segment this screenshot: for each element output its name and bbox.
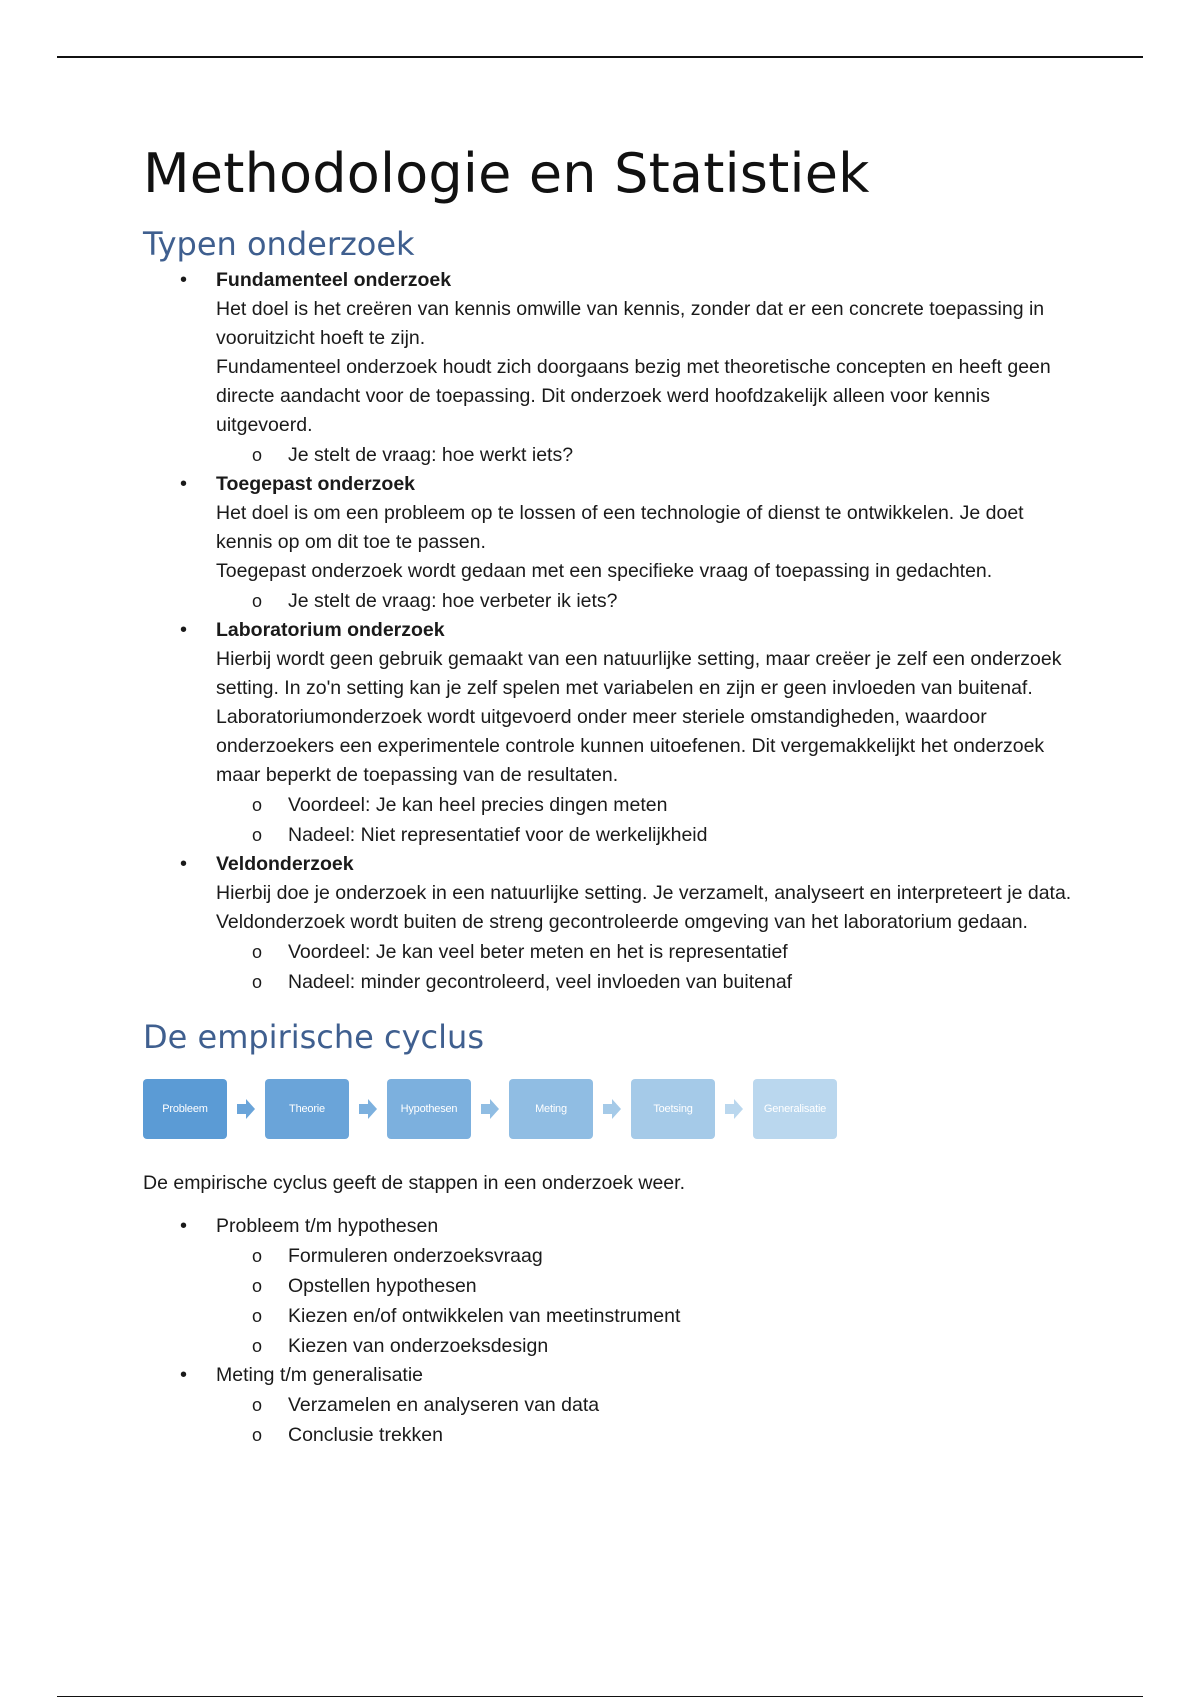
- research-type-sublist: [216, 586, 1073, 616]
- cycle-arrow-shape: [359, 1099, 377, 1119]
- sub-item-text: Je stelt de vraag: hoe verbeter ik iets?: [288, 590, 618, 612]
- research-type-sublist: [216, 937, 1073, 997]
- cycle-arrow-shape: [481, 1099, 499, 1119]
- cycle-arrow-icon: [359, 1099, 377, 1119]
- research-type-item: [143, 850, 1073, 997]
- cycle-step-box: Generalisatie: [753, 1079, 837, 1139]
- research-type-paragraph: Toegepast onderzoek wordt gedaan met een specifieke vraag of toepassing in gedachten.: [216, 560, 993, 582]
- research-type-paragraph: Hierbij wordt geen gebruik gemaakt van een natuurlijke setting, maar creëer je zelf een onderzoek setting. In zo'n setting kan je zelf spelen met variabelen en zijn er geen invloeden van buitenaf.: [216, 648, 1062, 699]
- cycle-arrow-shape: [237, 1099, 255, 1119]
- research-type-paragraph: Het doel is om een probleem op te lossen of een technologie of dienst te ontwikkelen. Je doet kennis op om dit toe te passen.: [216, 502, 1024, 553]
- sub-item-text: Je stelt de vraag: hoe werkt iets?: [288, 444, 574, 466]
- sub-bullet-icon: o: [252, 1336, 263, 1356]
- cycle-step-box: Toetsing: [631, 1079, 715, 1139]
- section-heading-typen-onderzoek: Typen onderzoek: [143, 225, 415, 263]
- research-type-term: Fundamenteel onderzoek: [216, 269, 452, 291]
- sub-bullet-icon: o: [252, 1425, 263, 1445]
- sub-list-item: [216, 440, 1073, 470]
- research-type-sublist: [216, 790, 1073, 850]
- sub-list-item: [216, 1390, 1073, 1420]
- sub-bullet-icon: o: [252, 1246, 263, 1266]
- cycle-arrow-icon: [725, 1099, 743, 1119]
- cycle-step-box: Probleem: [143, 1079, 227, 1139]
- research-type-paragraph: Laboratoriumonderzoek wordt uitgevoerd onder meer steriele omstandigheden, waardoor onderzoekers een experimentele controle kunnen uitoefenen. Dit vergemakkelijkt het onderzoek maar beperkt de toepassing van de resultaten.: [216, 706, 1045, 786]
- sub-bullet-icon: o: [252, 972, 263, 992]
- bullet-icon: •: [180, 473, 188, 495]
- types-list: [143, 266, 1073, 997]
- sub-list-item: [216, 967, 1073, 997]
- sub-item-text: Kiezen en/of ontwikkelen van meetinstrument: [288, 1305, 681, 1327]
- sub-list-item: [216, 1420, 1073, 1450]
- empirical-cycle-diagram: [143, 1079, 1073, 1143]
- document-body: [143, 138, 1073, 1450]
- document-title: Methodologie en Statistiek: [143, 142, 870, 205]
- research-type-paragraph: Het doel is het creëren van kennis omwille van kennis, zonder dat er een concrete toepassing in vooruitzicht hoeft te zijn.: [216, 298, 1045, 349]
- sub-list-item: [216, 586, 1073, 616]
- sub-list-item: [216, 790, 1073, 820]
- cycle-group-label: Probleem t/m hypothesen: [216, 1215, 439, 1237]
- cycle-arrow-icon: [603, 1099, 621, 1119]
- sub-list-item: [216, 1241, 1073, 1271]
- sub-bullet-icon: o: [252, 1276, 263, 1296]
- bullet-icon: •: [180, 269, 188, 291]
- bottom-rule: [57, 1696, 1143, 1697]
- sub-bullet-icon: o: [252, 1395, 263, 1415]
- sub-bullet-icon: o: [252, 1306, 263, 1326]
- cycle-steps-list: [143, 1212, 1073, 1450]
- sub-item-text: Nadeel: Niet representatief voor de werkelijkheid: [288, 824, 708, 846]
- sub-item-text: Nadeel: minder gecontroleerd, veel invloeden van buitenaf: [288, 971, 793, 993]
- sub-list-item: [216, 1301, 1073, 1331]
- cycle-intro-text: De empirische cyclus geeft de stappen in een onderzoek weer.: [143, 1172, 685, 1194]
- cycle-group-sublist: [216, 1241, 1073, 1361]
- top-rule: [57, 56, 1143, 58]
- research-type-term: Toegepast onderzoek: [216, 473, 416, 495]
- sub-bullet-icon: o: [252, 825, 263, 845]
- sub-item-text: Verzamelen en analyseren van data: [288, 1394, 600, 1416]
- cycle-step-box: Theorie: [265, 1079, 349, 1139]
- bullet-icon: •: [180, 1215, 188, 1237]
- sub-list-item: [216, 1331, 1073, 1361]
- sub-item-text: Voordeel: Je kan heel precies dingen meten: [288, 794, 668, 816]
- cycle-group-sublist: [216, 1390, 1073, 1450]
- research-type-paragraph: Fundamenteel onderzoek houdt zich doorgaans bezig met theoretische concepten en heeft geen directe aandacht voor de toepassing. Dit onderzoek werd hoofdzakelijk alleen voor kennis uitgevoerd.: [216, 356, 1051, 436]
- research-type-term: Laboratorium onderzoek: [216, 619, 445, 641]
- cycle-arrow-icon: [237, 1099, 255, 1119]
- sub-item-text: Opstellen hypothesen: [288, 1275, 477, 1297]
- research-type-sublist: [216, 440, 1073, 470]
- sub-item-text: Kiezen van onderzoeksdesign: [288, 1335, 549, 1357]
- cycle-group-item: [143, 1361, 1073, 1450]
- research-type-item: [143, 470, 1073, 616]
- cycle-group-label: Meting t/m generalisatie: [216, 1364, 424, 1386]
- sub-bullet-icon: o: [252, 445, 263, 465]
- research-type-item: [143, 266, 1073, 470]
- sub-list-item: [216, 937, 1073, 967]
- cycle-arrow-shape: [725, 1099, 743, 1119]
- bullet-icon: •: [180, 853, 188, 875]
- cycle-group-item: [143, 1212, 1073, 1361]
- sub-list-item: [216, 820, 1073, 850]
- research-type-term: Veldonderzoek: [216, 853, 354, 875]
- sub-list-item: [216, 1271, 1073, 1301]
- section-heading-empirische-cyclus: De empirische cyclus: [143, 1018, 484, 1056]
- research-type-item: [143, 616, 1073, 850]
- cycle-arrow-icon: [481, 1099, 499, 1119]
- sub-bullet-icon: o: [252, 942, 263, 962]
- cycle-step-box: Hypothesen: [387, 1079, 471, 1139]
- cycle-step-box: Meting: [509, 1079, 593, 1139]
- bullet-icon: •: [180, 619, 188, 641]
- sub-bullet-icon: o: [252, 795, 263, 815]
- sub-item-text: Conclusie trekken: [288, 1424, 443, 1446]
- cycle-arrow-shape: [603, 1099, 621, 1119]
- sub-item-text: Formuleren onderzoeksvraag: [288, 1245, 543, 1267]
- bullet-icon: •: [180, 1364, 188, 1386]
- sub-item-text: Voordeel: Je kan veel beter meten en het is representatief: [288, 941, 788, 963]
- research-type-paragraph: Veldonderzoek wordt buiten de streng gecontroleerde omgeving van het laboratorium gedaan.: [216, 911, 1028, 933]
- research-type-paragraph: Hierbij doe je onderzoek in een natuurlijke setting. Je verzamelt, analyseert en interpreteert je data.: [216, 882, 1072, 904]
- sub-bullet-icon: o: [252, 591, 263, 611]
